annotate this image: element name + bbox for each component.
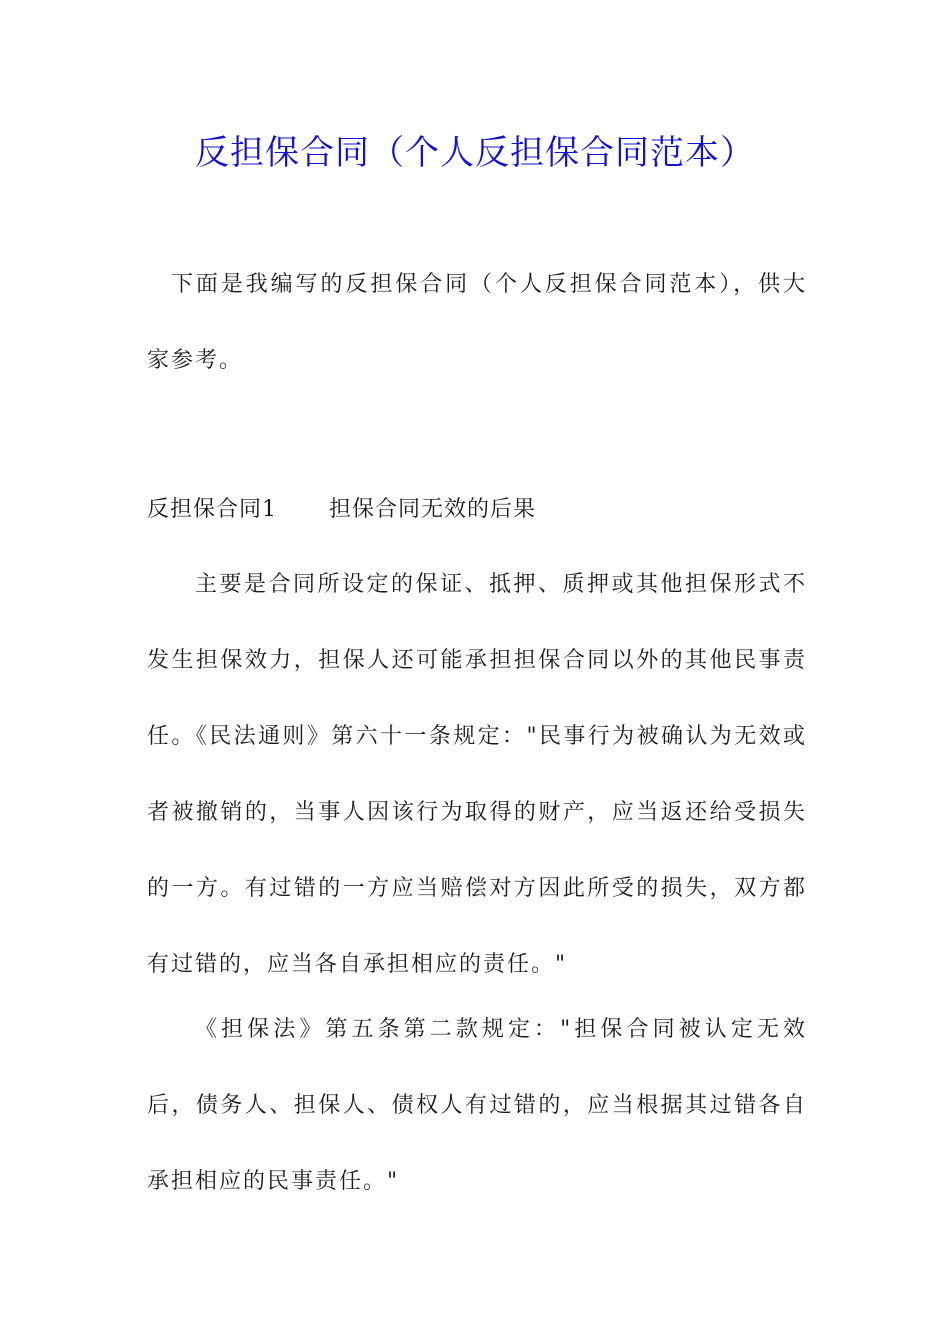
section-label: 反担保合同1 (147, 497, 277, 522)
intro-paragraph: 下面是我编写的反担保合同（个人反担保合同范本），供大家参考。 (147, 272, 807, 373)
section-title: 担保合同无效的后果 (329, 497, 537, 522)
section-heading (147, 490, 536, 530)
body-paragraph-1: 主要是合同所设定的保证、抵押、质押或其他担保形式不发生担保效力，担保人还可能承担担保合同以外的其他民事责任。《民法通则》第六十一条规定："民事行为被确认为无效或者被撤销的，当事人因该行为取得的财产，应当返还给受损失的一方。有过错的一方应当赔偿对方因此所受的损失，双方都有过错的，应当各自承担相应的责任。" (147, 572, 807, 977)
body-paragraph-2: 《担保法》第五条第二款规定："担保合同被认定无效后，债务人、担保人、债权人有过错的，应当根据其过错各自承担相应的民事责任。" (147, 1017, 807, 1194)
document-title: 反担保合同（个人反担保合同范本） (195, 133, 755, 173)
